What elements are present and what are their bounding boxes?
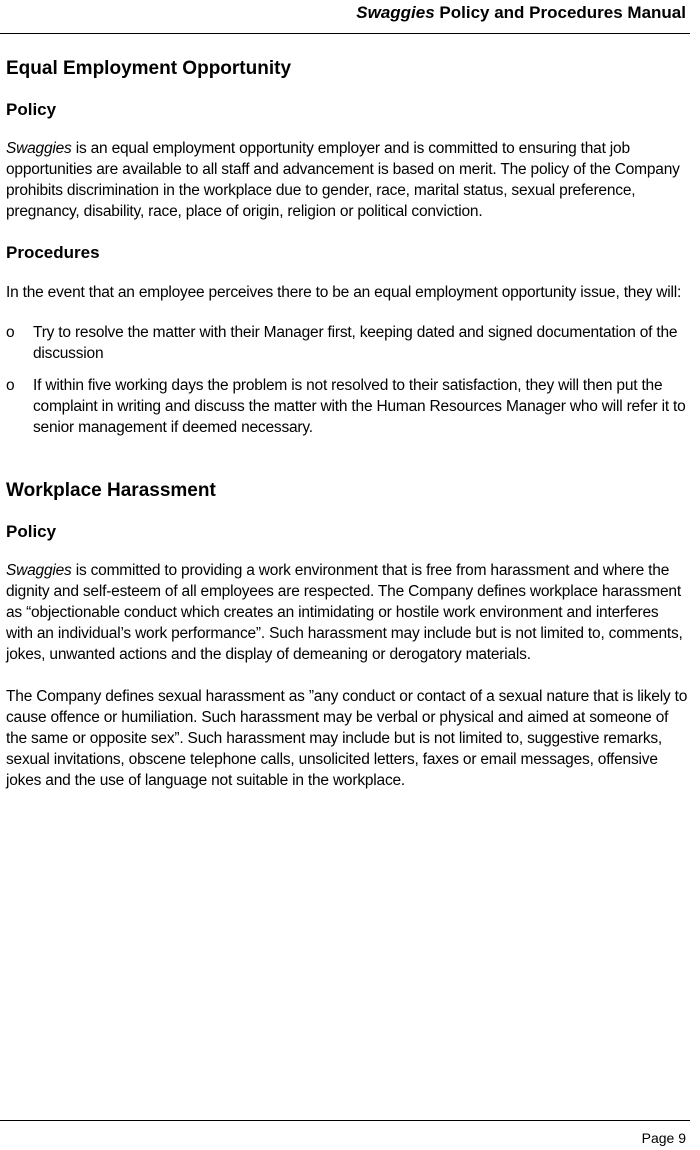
procedures-list — [6, 322, 688, 438]
procedures-heading: Procedures — [6, 243, 100, 262]
list-item — [6, 322, 688, 364]
policy-text: is an equal employment opportunity employer and is committed to ensuring that job opportunities are available to all staff and advancement is based on merit. The policy of the Company prohibits discrimination in the workplace due to gender, race, marital status, sexual preference, pregnancy, disability, race, place of origin, religion or political conviction. — [6, 140, 680, 220]
header-title-rest: Policy and Procedures Manual — [434, 3, 686, 22]
header-title — [356, 3, 686, 23]
page-header — [0, 0, 690, 34]
brand-name: Swaggies — [6, 562, 72, 579]
harassment-paragraph-1 — [6, 560, 688, 665]
header-brand: Swaggies — [356, 3, 435, 22]
list-item-text: If within five working days the problem is not resolved to their satisfaction, they will then put the complaint in writing and discuss the matter with the Human Resources Manager who will refer it to senior management if deemed necessary. — [33, 377, 686, 436]
harassment-text: is committed to providing a work environment that is free from harassment and where the dignity and self-esteem of all employees are respected. The Company defines workplace harassment as “objectionable conduct which creates an intimidating or hostile work environment and interferes with an individual’s work performance”. Such harassment may include but is not limited to, comments, jokes, unwanted actions and the display of demeaning or derogatory materials. — [6, 562, 683, 663]
page-number: Page 9 — [641, 1130, 686, 1146]
bullet-marker: o — [6, 324, 15, 341]
procedures-intro: In the event that an employee perceives there to be an equal employment opportunity issue, they will: — [6, 284, 682, 301]
policy-heading-eeo: Policy — [6, 100, 57, 119]
section-title-harassment: Workplace Harassment — [6, 480, 216, 501]
list-item-text: Try to resolve the matter with their Manager first, keeping dated and signed documentation of the discussion — [33, 324, 678, 362]
bullet-marker: o — [6, 377, 15, 394]
policy-heading-harassment: Policy — [6, 522, 57, 541]
harassment-paragraph-2: The Company defines sexual harassment as ”any conduct or contact of a sexual nature that is likely to cause offence or humiliation. Such harassment may be verbal or physical and aimed at someone of the same or opposite sex”. Such harassment may include but is not limited to, suggestive remarks, sexual invitations, obscene telephone calls, unsolicited letters, faxes or email messages, offensive jokes and the use of language not suitable in the workplace. — [6, 688, 688, 789]
page-footer — [0, 1120, 690, 1146]
policy-paragraph-eeo — [6, 138, 688, 222]
list-item — [6, 375, 688, 438]
brand-name: Swaggies — [6, 140, 72, 157]
section-title-eeo: Equal Employment Opportunity — [6, 58, 292, 79]
document-body — [6, 56, 688, 791]
